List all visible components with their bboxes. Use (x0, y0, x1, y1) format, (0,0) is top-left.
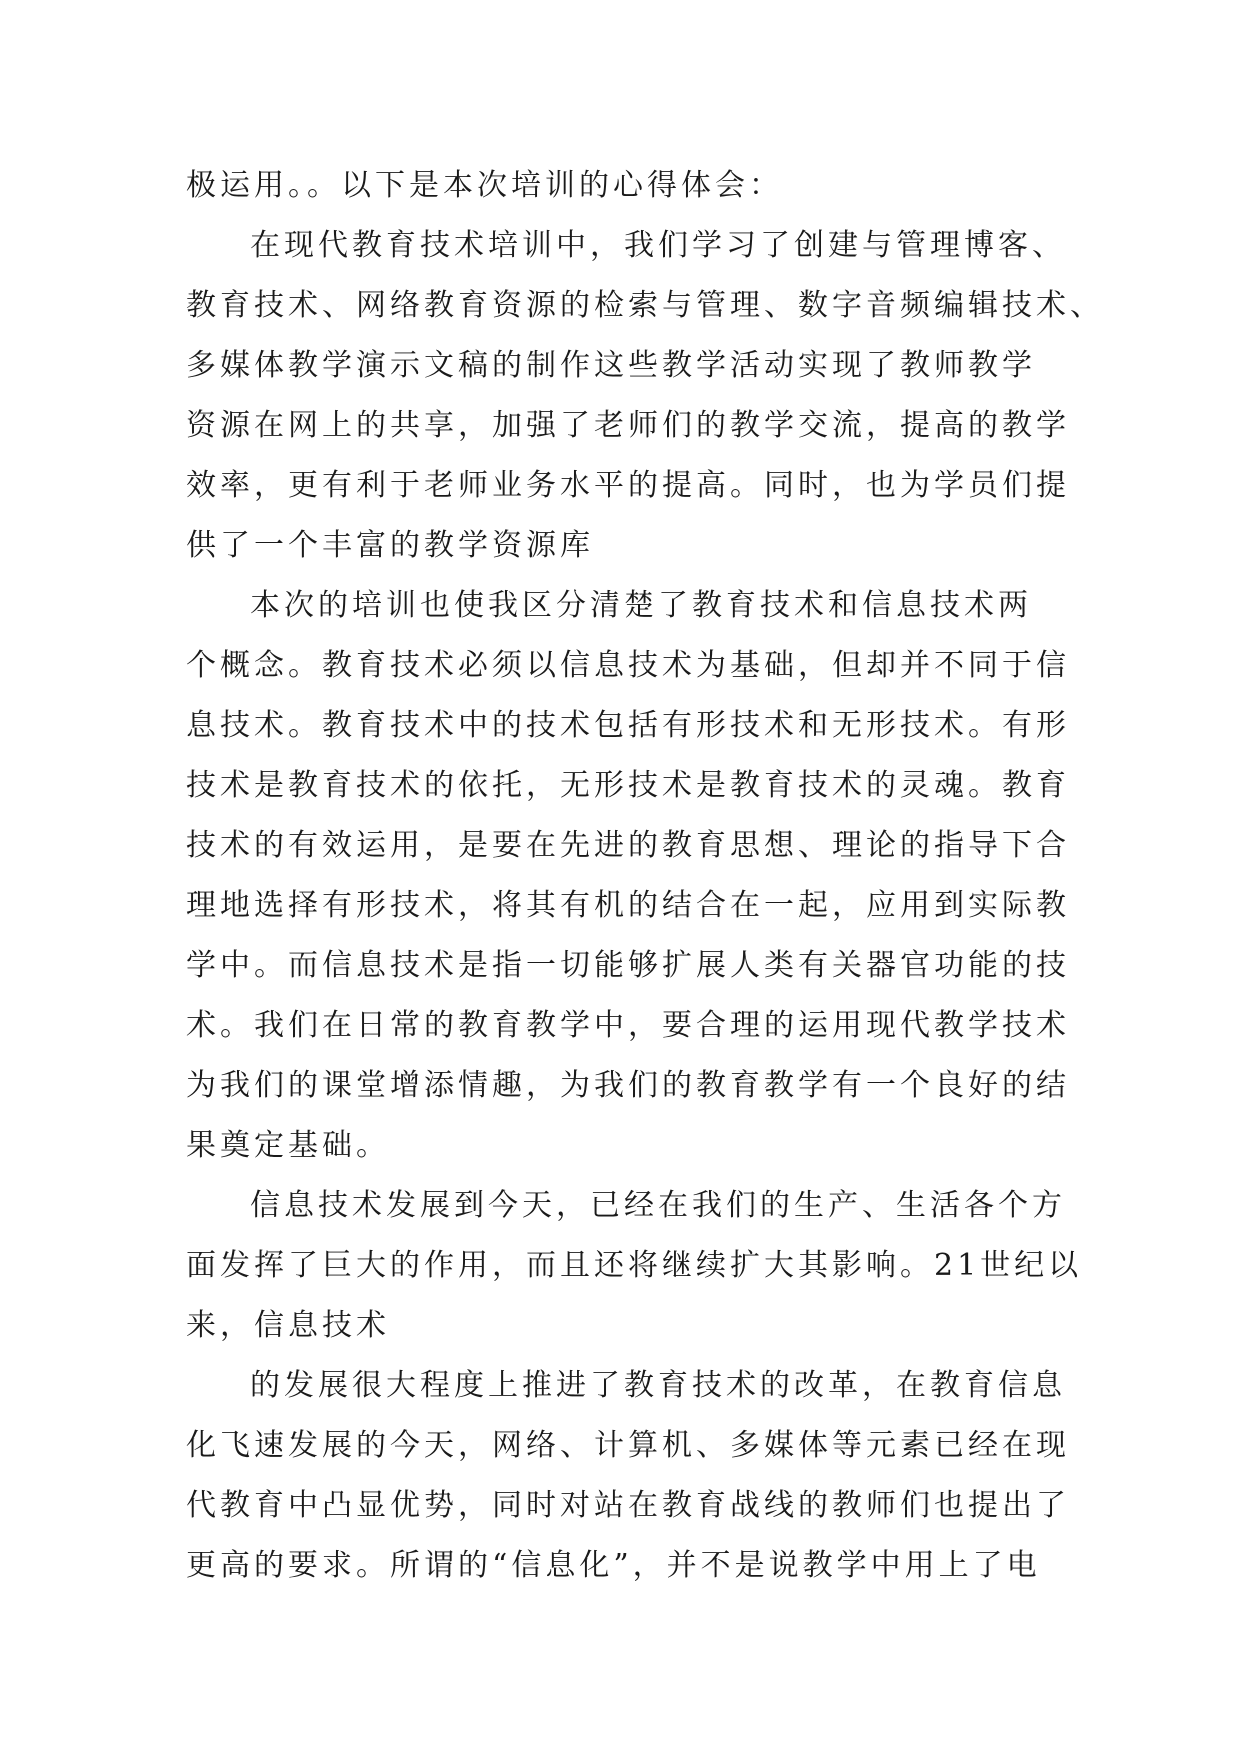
text-line: 代教育中凸显优势，同时对站在教育战线的教师们也提出了 (186, 1488, 1070, 1523)
text-line: 效率，更有利于老师业务水平的提高。同时，也为学员们提 (186, 468, 1070, 503)
text-line: 更高的要求。所谓的“信息化”，并不是说教学中用上了电 (186, 1548, 1041, 1583)
text-line: 资源在网上的共享，加强了老师们的教学交流，提高的教学 (186, 408, 1070, 443)
text-line: 息技术。教育技术中的技术包括有形技术和无形技术。有形 (186, 708, 1070, 743)
text-line: 学中。而信息技术是指一切能够扩展人类有关器官功能的技 (186, 948, 1070, 983)
text-line: 教育技术、网络教育资源的检索与管理、数字音频编辑技术、 (186, 288, 1104, 323)
paragraph-first-line: 本次的培训也使我区分清楚了教育技术和信息技术两 (250, 588, 1032, 623)
text-line: 面发挥了巨大的作用，而且还将继续扩大其影响。21世纪以 (186, 1248, 1083, 1283)
paragraph-first-line: 的发展很大程度上推进了教育技术的改革，在教育信息 (250, 1368, 1066, 1403)
document-body (186, 156, 1104, 1596)
text-line: 个概念。教育技术必须以信息技术为基础，但却并不同于信 (186, 648, 1070, 683)
text-line: 术。我们在日常的教育教学中，要合理的运用现代教学技术 (186, 1008, 1070, 1043)
text-line: 化飞速发展的今天，网络、计算机、多媒体等元素已经在现 (186, 1428, 1070, 1463)
text-line: 果奠定基础。 (186, 1128, 390, 1163)
text-line: 供了一个丰富的教学资源库 (186, 528, 594, 563)
paragraph-first-line: 信息技术发展到今天，已经在我们的生产、生活各个方 (250, 1188, 1066, 1223)
text-line: 理地选择有形技术，将其有机的结合在一起，应用到实际教 (186, 888, 1070, 923)
text-line: 极运用。。以下是本次培训的心得体会： (186, 168, 783, 203)
text-line: 为我们的课堂增添情趣，为我们的教育教学有一个良好的结 (186, 1068, 1070, 1103)
text-line: 多媒体教学演示文稿的制作这些教学活动实现了教师教学 (186, 348, 1036, 383)
text-line: 来，信息技术 (186, 1308, 390, 1343)
text-line: 技术是教育技术的依托，无形技术是教育技术的灵魂。教育 (186, 768, 1070, 803)
text-line: 技术的有效运用，是要在先进的教育思想、理论的指导下合 (186, 828, 1070, 863)
paragraph-first-line: 在现代教育技术培训中，我们学习了创建与管理博客、 (250, 228, 1066, 263)
